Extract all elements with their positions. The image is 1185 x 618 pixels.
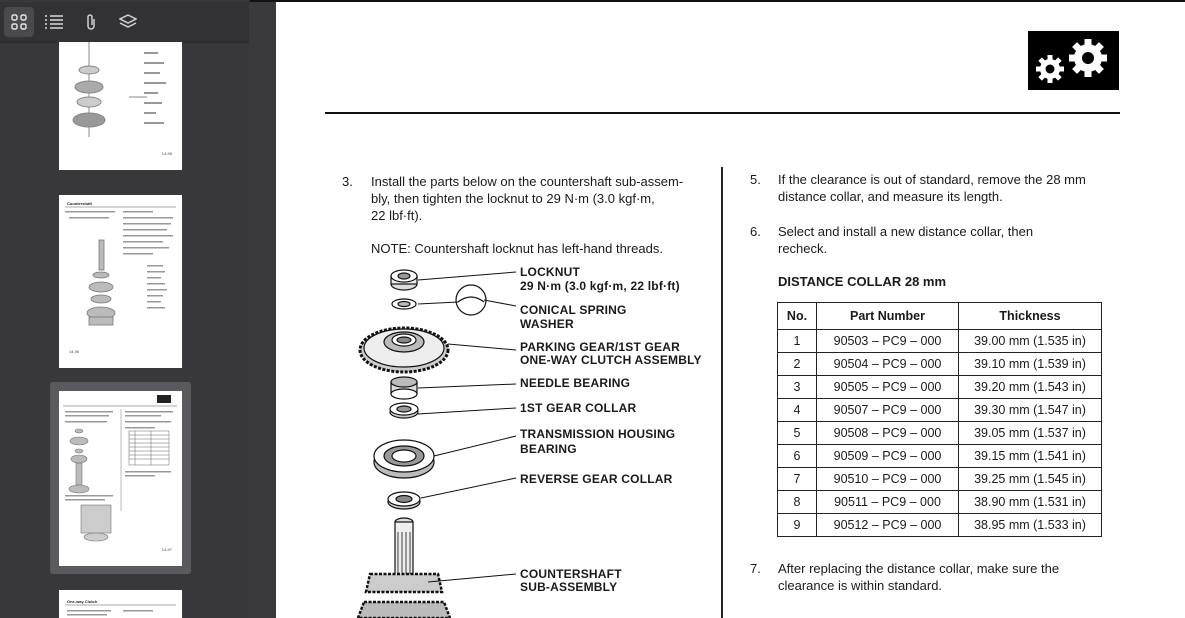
- table-header-cell: Thickness: [959, 303, 1102, 330]
- table-cell: 39.15 mm (1.541 in): [959, 445, 1102, 468]
- page-thumbnail[interactable]: [59, 590, 182, 618]
- callout-first-gear-collar: 1ST GEAR COLLAR: [520, 401, 637, 415]
- table-cell: 39.00 mm (1.535 in): [959, 330, 1102, 353]
- table-cell: 90511 – PC9 – 000: [817, 491, 959, 514]
- callout-needle-bearing: NEEDLE BEARING: [520, 376, 631, 390]
- callout-conical-washer: WASHER: [520, 317, 574, 331]
- table-cell: 1: [778, 330, 817, 353]
- thumbnail-page-label: 14-96: [69, 349, 80, 354]
- step-text-line: clearance is within standard.: [778, 578, 943, 593]
- table-cell: 90503 – PC9 – 000: [817, 330, 959, 353]
- table-row: [778, 376, 1102, 399]
- step-text-line: 22 lbf·ft).: [371, 208, 423, 223]
- callout-housing-bearing: BEARING: [520, 442, 577, 456]
- table-cell: 5: [778, 422, 817, 445]
- step-text-line: If the clearance is out of standard, remove the 28 mm: [778, 172, 1086, 187]
- step-text-line: Install the parts below on the countershaft sub-assem-: [371, 174, 684, 189]
- callout-locknut-torque: 29 N·m (3.0 kgf·m, 22 lbf·ft): [520, 279, 680, 293]
- table-cell: 90505 – PC9 – 000: [817, 376, 959, 399]
- table-cell: 90504 – PC9 – 000: [817, 353, 959, 376]
- table-cell: 7: [778, 468, 817, 491]
- viewer-gutter: [249, 2, 276, 618]
- callout-housing-bearing: TRANSMISSION HOUSING: [520, 427, 676, 441]
- table-cell: 39.05 mm (1.537 in): [959, 422, 1102, 445]
- step-number: 6.: [750, 224, 761, 239]
- table-cell: 38.95 mm (1.533 in): [959, 514, 1102, 537]
- table-cell: 6: [778, 445, 817, 468]
- table-cell: 90509 – PC9 – 000: [817, 445, 959, 468]
- page-thumbnail[interactable]: [59, 42, 182, 170]
- table-cell: 90512 – PC9 – 000: [817, 514, 959, 537]
- thumbnail-page-title: Countershaft: [67, 201, 92, 206]
- note-text: NOTE: Countershaft locknut has left-hand threads.: [371, 241, 663, 256]
- table-cell: 39.10 mm (1.539 in): [959, 353, 1102, 376]
- table-cell: 3: [778, 376, 817, 399]
- table-cell: 39.30 mm (1.547 in): [959, 399, 1102, 422]
- step-text-line: Select and install a new distance collar, then: [778, 224, 1034, 239]
- callout-parking-gear: ONE-WAY CLUTCH ASSEMBLY: [520, 353, 702, 367]
- table-row: [778, 468, 1102, 491]
- thumbnail-page-label: 14-97: [161, 547, 172, 552]
- table-row: [778, 491, 1102, 514]
- table-cell: 8: [778, 491, 817, 514]
- table-header-row: [778, 303, 1102, 330]
- table-cell: 90510 – PC9 – 000: [817, 468, 959, 491]
- outline-list-icon[interactable]: [39, 7, 69, 37]
- column-divider: [721, 167, 723, 618]
- step-text-line: recheck.: [778, 241, 828, 256]
- table-cell: 39.20 mm (1.543 in): [959, 376, 1102, 399]
- table-cell: 90507 – PC9 – 000: [817, 399, 959, 422]
- table-cell: 2: [778, 353, 817, 376]
- layers-icon[interactable]: [113, 7, 143, 37]
- table-header-cell: No.: [778, 303, 817, 330]
- callout-countershaft: SUB-ASSEMBLY: [520, 580, 618, 594]
- document-page: [276, 2, 1185, 618]
- table-row: [778, 514, 1102, 537]
- table-header-cell: Part Number: [817, 303, 959, 330]
- table-row: [778, 445, 1102, 468]
- thumbnail-page-label: 14-95: [161, 151, 172, 156]
- thumbnail-sidebar: [0, 0, 250, 618]
- step-text-line: bly, then tighten the locknut to 29 N·m (3.0 kgf·m,: [371, 191, 655, 206]
- gears-icon: [1028, 31, 1119, 90]
- table-cell: 39.25 mm (1.545 in): [959, 468, 1102, 491]
- attachment-paperclip-icon[interactable]: [76, 7, 106, 37]
- callout-parking-gear: PARKING GEAR/1ST GEAR: [520, 340, 680, 354]
- step-number: 7.: [750, 561, 761, 576]
- step-number: 3.: [342, 174, 353, 189]
- callout-conical-washer: CONICAL SPRING: [520, 303, 627, 317]
- table-cell: 90508 – PC9 – 000: [817, 422, 959, 445]
- table-row: [778, 353, 1102, 376]
- callout-reverse-collar: REVERSE GEAR COLLAR: [520, 472, 673, 486]
- callout-locknut: LOCKNUT: [520, 265, 581, 279]
- table-title: DISTANCE COLLAR 28 mm: [778, 274, 947, 289]
- table-cell: 38.90 mm (1.531 in): [959, 491, 1102, 514]
- distance-collar-table: [777, 302, 1102, 537]
- header-rule: [325, 112, 1120, 114]
- step-text-line: After replacing the distance collar, make sure the: [778, 561, 1060, 576]
- callout-countershaft: COUNTERSHAFT: [520, 567, 622, 581]
- countershaft-exploded-diagram: [356, 262, 526, 618]
- sidebar-toolbar: [0, 2, 249, 43]
- page-thumbnail[interactable]: [59, 195, 182, 368]
- page-thumbnail-selected[interactable]: [59, 391, 182, 566]
- table-cell: 9: [778, 514, 817, 537]
- table-row: [778, 330, 1102, 353]
- table-row: [778, 399, 1102, 422]
- step-number: 5.: [750, 172, 761, 187]
- step-text-line: distance collar, and measure its length.: [778, 189, 1003, 204]
- thumbnail-page-title: One-way Clutch: [67, 599, 98, 604]
- table-cell: 4: [778, 399, 817, 422]
- table-row: [778, 422, 1102, 445]
- thumbnails-grid-icon[interactable]: [4, 7, 34, 37]
